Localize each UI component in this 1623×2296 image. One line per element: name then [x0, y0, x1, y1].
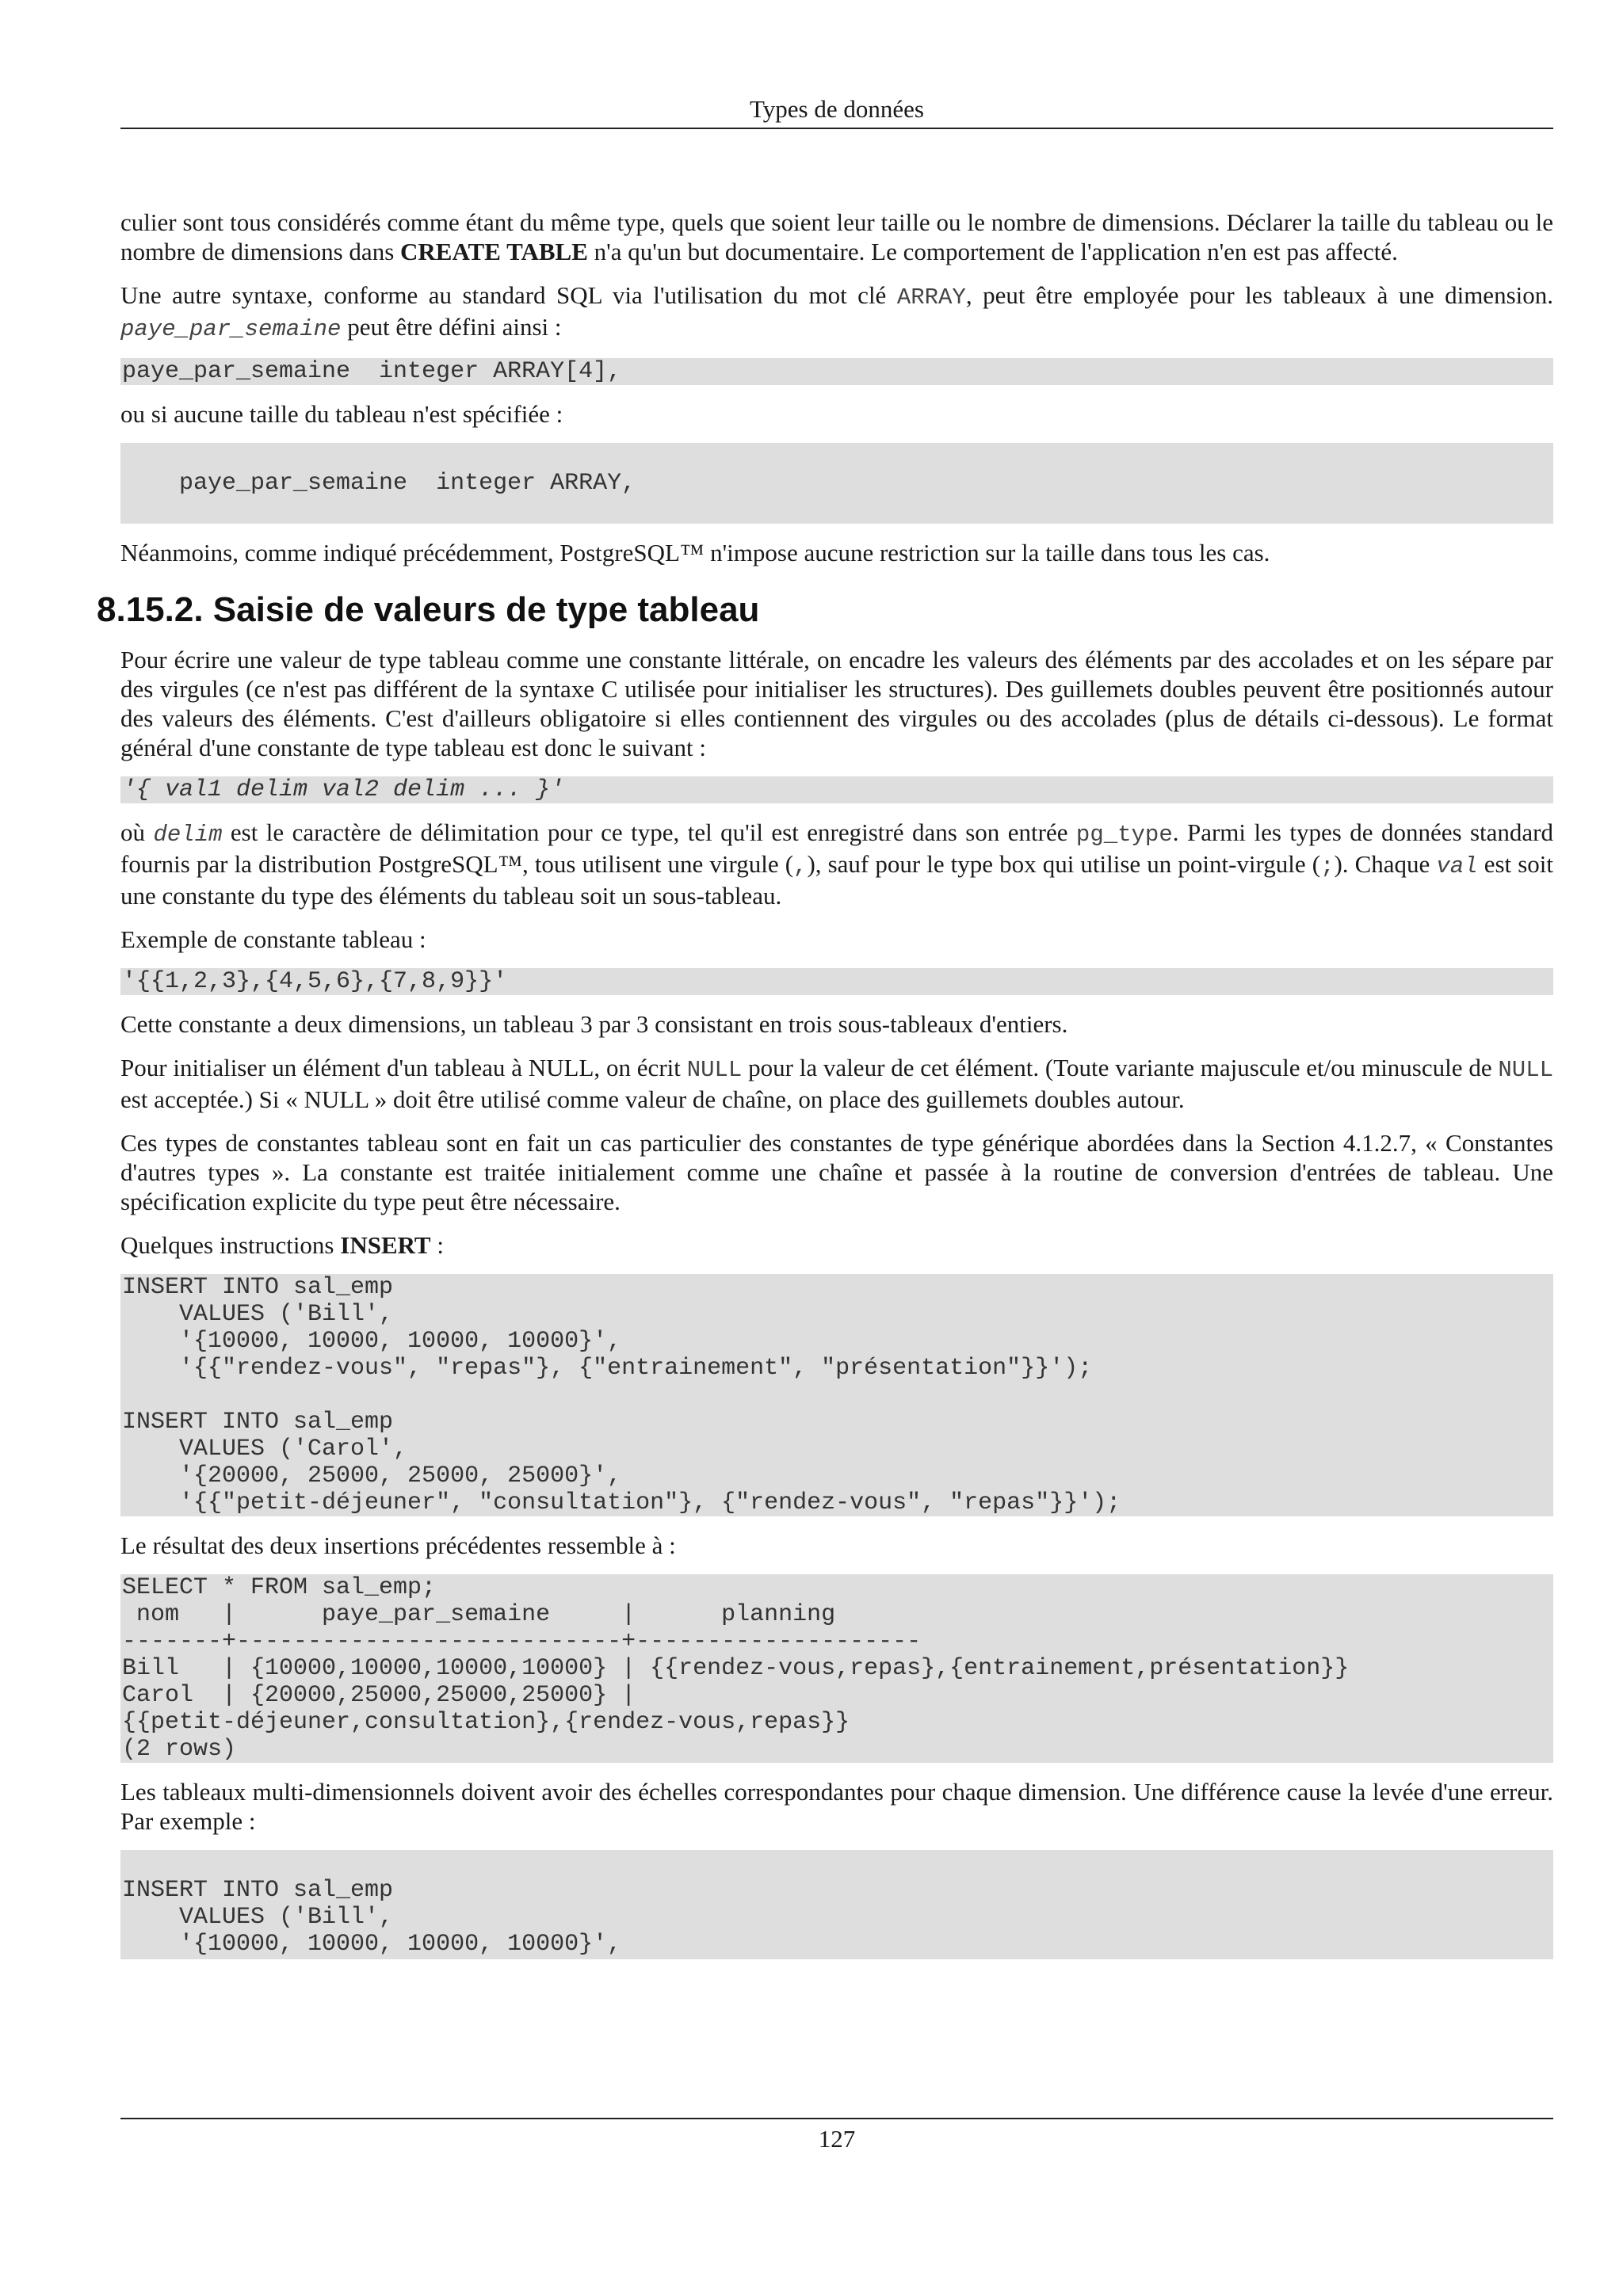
text-run: ). Chaque	[1334, 850, 1437, 878]
inline-code-column: paye_par_semaine	[120, 316, 342, 342]
inline-code-null: NULL	[1498, 1057, 1554, 1083]
paragraph-array-syntax	[120, 280, 1553, 344]
text-run: :	[430, 1231, 444, 1259]
text-run: n'a qu'un but documentaire. Le comportement de l'application n'en est pas affecté.	[587, 238, 1398, 265]
footer-rule	[120, 2118, 1553, 2119]
code-block-array-sized: paye_par_semaine integer ARRAY[4],	[120, 358, 1553, 385]
running-header: Types de données	[750, 95, 924, 123]
code-block-insert-statements: INSERT INTO sal_emp VALUES ('Bill', '{10000, 10000, 10000, 10000}', '{{"rendez-vous", "repas"}, {"entrainement", "présentation"}}'); INSERT INTO sal_emp VALUES ('Carol', '{20000, 25000, 25000, 25000}', '{{"petit-déjeuner", "consultation"}, {"rendez-vous", "repas"}}');	[120, 1274, 1553, 1516]
paragraph-insert-label	[120, 1230, 1553, 1260]
text-run: culier sont tous considérés comme étant du même type, quels que soient leur taille ou le nombre de dimensions. Déclarer la taille du tableau ou le nombre de dimensions dans	[120, 208, 1553, 265]
sql-keyword-insert: INSERT	[340, 1231, 431, 1259]
paragraph-null	[120, 1053, 1553, 1114]
text-run: . Parmi les types de données standard fournis par la distribution PostgreSQL™, tous utilisent une virgule (	[120, 818, 1553, 878]
code-block-select-result: SELECT * FROM sal_emp; nom | paye_par_semaine | planning -------+---------------------------+-------------------- Bill | {10000,10000,10000,10000} | {{rendez-vous,repas},{entrainement,présentation}} Carol | {20000,25000,25000,25000} | {{petit-déjeuner,consultation},{rendez-vous,repas}} (2 rows)	[120, 1574, 1553, 1763]
text-run: Pour initialiser un élément d'un tableau à NULL, on écrit	[120, 1054, 687, 1081]
inline-code-val: val	[1436, 853, 1478, 879]
text-run: est le caractère de délimitation pour ce type, tel qu'il est enregistré dans son entrée	[222, 818, 1076, 846]
paragraph-generic-constants: Ces types de constantes tableau sont en fait un cas particulier des constantes de type générique abordées dans la Section 4.1.2.7, « Constantes d'autres types ». La constante est traitée initialement comme une chaîne et passée à la routine de conversion d'entrées de tableau. Une spécification explicite du type peut être nécessaire.	[120, 1129, 1553, 1215]
inline-code-semicolon: ;	[1320, 853, 1335, 879]
text-run: où	[120, 818, 154, 846]
code-block-insert-error-example: INSERT INTO sal_emp VALUES ('Bill', '{10000, 10000, 10000, 10000}',	[120, 1850, 1553, 1959]
inline-code-comma: ,	[793, 853, 808, 879]
inline-code-array: ARRAY	[896, 284, 966, 311]
inline-code-null: NULL	[686, 1057, 743, 1083]
page-number: 127	[818, 2125, 856, 2153]
text-run: est soit une constante du type des éléments du tableau soit un sous-tableau.	[120, 850, 1553, 910]
text-run: Une autre syntaxe, conforme au standard SQL via l'utilisation du mot clé	[120, 281, 897, 309]
paragraph-result-label: Le résultat des deux insertions précédentes ressemble à :	[120, 1531, 676, 1559]
paragraph-multidim: Les tableaux multi-dimensionnels doivent avoir des échelles correspondantes pour chaque dimension. Une différence cause la levée d'une erreur. Par exemple :	[120, 1778, 1553, 1835]
paragraph-intro	[120, 208, 1553, 266]
paragraph-example-label: Exemple de constante tableau :	[120, 925, 426, 953]
text-run: peut être défini ainsi :	[341, 313, 562, 341]
paragraph-literal-syntax: Pour écrire une valeur de type tableau comme une constante littérale, on encadre les valeurs des éléments par des accolades et on les sépare par des virgules (ce n'est pas différent de la syntaxe C utilisée pour initialiser les structures). Des guillemets doubles peuvent être positionnés autour des valeurs des éléments. C'est d'ailleurs obligatoire si elles contiennent des virgules ou des accolades (plus de détails ci-dessous). Le format général d'une constante de type tableau est donc le suivant :	[120, 646, 1553, 761]
sql-keyword-create-table: CREATE TABLE	[400, 238, 588, 265]
code-block-general-format: '{ val1 delim val2 delim ... }'	[120, 776, 1553, 803]
paragraph-no-size: ou si aucune taille du tableau n'est spécifiée :	[120, 400, 563, 428]
text-run: Quelques instructions	[120, 1231, 341, 1259]
paragraph-two-dimensions: Cette constante a deux dimensions, un tableau 3 par 3 consistant en trois sous-tableaux d'entiers.	[120, 1010, 1068, 1038]
text-run: , peut être employée pour les tableaux à une dimension.	[965, 281, 1553, 309]
paragraph-delimiter	[120, 818, 1553, 910]
text-run: pour la valeur de cet élément. (Toute variante majuscule et/ou minuscule de	[742, 1054, 1499, 1081]
inline-code-pg-type: pg_type	[1075, 822, 1173, 848]
code-block-array-constant: '{{1,2,3},{4,5,6},{7,8,9}}'	[120, 968, 1553, 995]
section-heading: 8.15.2. Saisie de valeurs de type tableau	[97, 590, 760, 629]
header-rule	[120, 128, 1553, 129]
paragraph-no-restriction: Néanmoins, comme indiqué précédemment, PostgreSQL™ n'impose aucune restriction sur la taille dans tous les cas.	[120, 539, 1270, 566]
inline-code-delim: delim	[153, 822, 223, 848]
page-content	[97, 208, 1554, 1974]
code-block-array-unsized: paye_par_semaine integer ARRAY,	[120, 443, 1553, 524]
text-run: ), sauf pour le type box qui utilise un point-virgule (	[807, 850, 1321, 878]
text-run: est acceptée.) Si « NULL » doit être utilisé comme valeur de chaîne, on place des guillemets doubles autour.	[120, 1085, 1185, 1113]
